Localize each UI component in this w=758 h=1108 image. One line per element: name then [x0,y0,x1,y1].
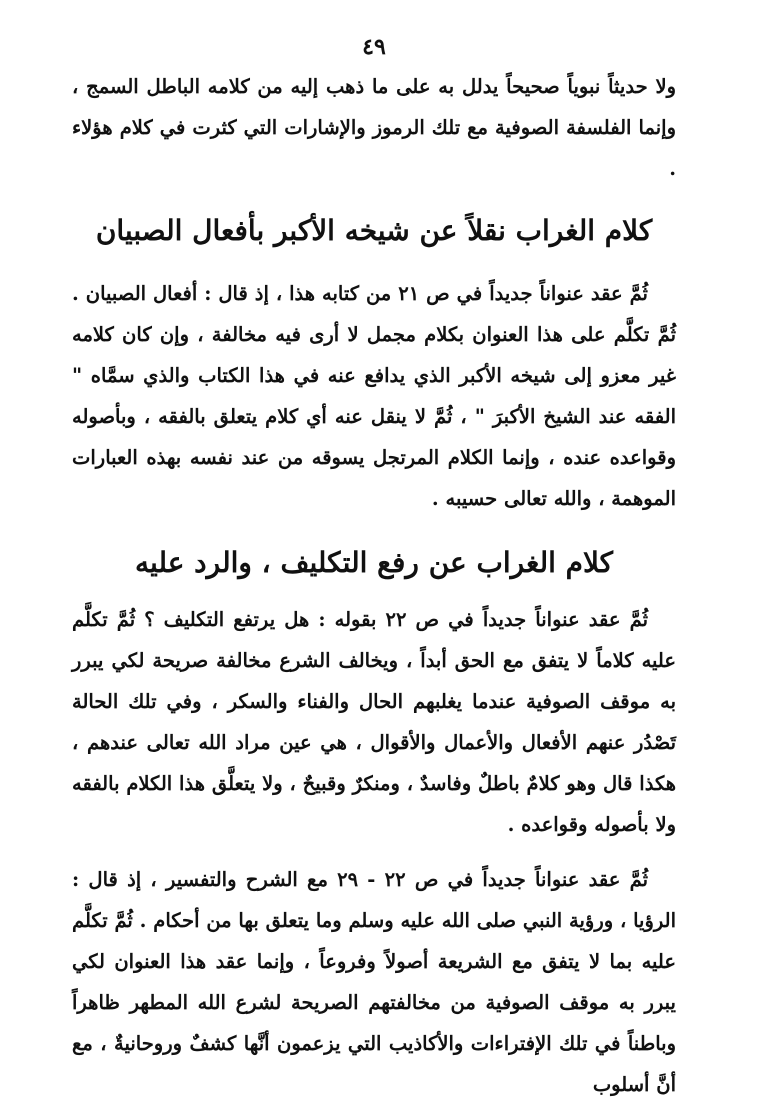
section-1-paragraph: ثُمَّ عقد عنواناً جديداً في ص ٢١ من كتابه هذا ، إذ قال : أفعال الصبيان . ثُمَّ تكلَّم على هذا العنوان بكلام مجمل لا أرى فيه مخالفة ، وإن كان كلامه غير معزو إلى شيخه الأكبر الذي يدافع عنه في هذا الكتاب والذي سمَّاه " الفقه عند الشيخ الأكبرَ " ، ثُمَّ لا ينقل عنه أي كلام يتعلق بالفقه ، وبأصوله وقواعده عنده ، وإنما الكلام المرتجل يسوقه من عند نفسه بهذه العبارات الموهمة ، والله تعالى حسيبه . [72,282,676,510]
section-2-heading: كلام الغراب عن رفع التكليف ، والرد عليه [135,546,613,579]
section-2-paragraph-1: ثُمَّ عقد عنواناً جديداً في ص ٢٢ بقوله : هل يرتفع التكليف ؟ ثُمَّ تكلَّم عليه كلاماً لا يتفق مع الحق أبداً ، ويخالف الشرع مخالفة صريحة لكي يبرر به موقف الصوفية عندما يغلبهم الحال والفناء والسكر ، وفي تلك الحالة تَصْدُر عنهم الأفعال والأعمال والأقوال ، هي عين مراد الله تعالى عندهم ، هكذا قال وهو كلامٌ باطلٌ وفاسدٌ ، ومنكرٌ وقبيحٌ ، ولا يتعلَّق هذا الكلام بالفقه ولا بأصوله وقواعده . [72,608,676,836]
section-2-paragraph-2: ثُمَّ عقد عنواناً جديداً في ص ٢٢ - ٢٩ مع الشرح والتفسير ، إذ قال : الرؤيا ، ورؤية النبي صلى الله عليه وسلم وما يتعلق بها من أحكام . ثُمَّ تكلَّم عليه بما لا يتفق مع الشريعة أصولاً وفروعاً ، وإنما عقد هذا العنوان لكي يبرر به موقف الصوفية من مخالفتهم الصريحة لشرع الله المطهر ظاهراً وباطناً في تلك الإفتراءات والأكاذيب التي يزعمون أنَّها كشفٌ وروحانيةٌ ، مع أنَّ أسلوب [72,868,676,1096]
paragraph-gap [72,845,676,859]
page-number: ٤٩ [362,34,386,60]
intro-paragraph: ولا حديثاً نبوياً صحيحاً يدلل به على ما ذهب إليه من كلامه الباطل السمج ، وإنما الفلسفة الصوفية مع تلك الرموز والإشارات التي كثرت في كلام هؤلاء . [72,75,676,180]
section-1-heading: كلام الغراب نقلاً عن شيخه الأكبر بأفعال الصبيان [95,214,653,247]
